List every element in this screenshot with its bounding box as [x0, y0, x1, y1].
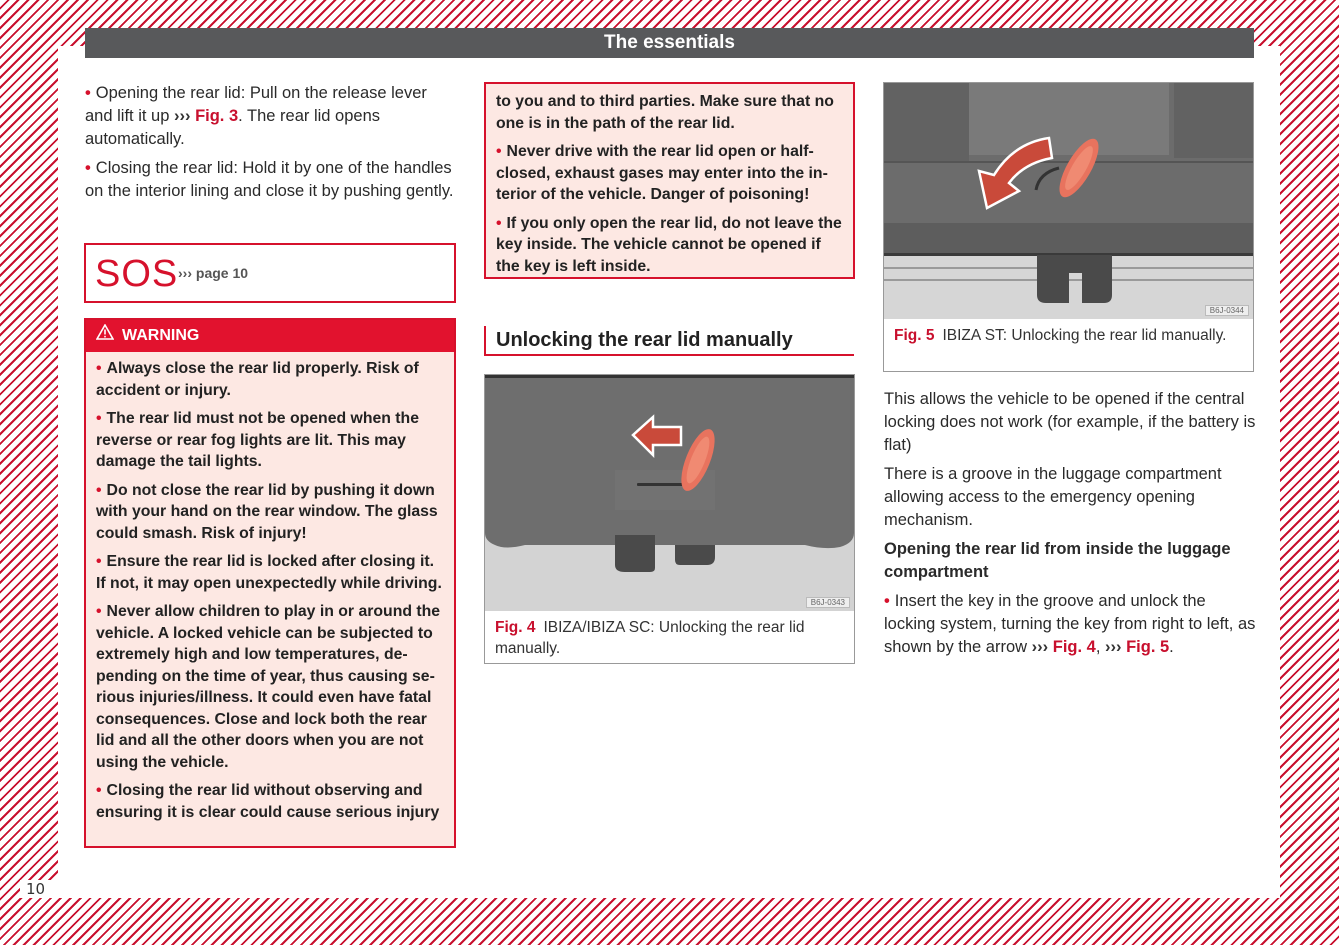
warning-item: • Closing the rear lid without observing and ensuring it is clear could cause serious injury [96, 782, 440, 821]
bullet-icon: • [496, 143, 502, 160]
warning-box [84, 318, 456, 848]
warning-header [86, 320, 454, 352]
warning-triangle-icon [96, 320, 114, 352]
figure-label: Fig. 5 [894, 327, 935, 344]
warning-item: • Never allow children to play in or around the vehicle. A locked vehicle can be subjected to extremely high and low temperatures, depending on the time of year, thus causing serious injuries/illness. It could even have fatal consequences. Close and lock both the rear lid and all the other doors when you are not using the vehicle. [96, 603, 441, 771]
warning-title: WARNING [122, 327, 200, 345]
subheading: Opening the rear lid from inside the luggage compartment [884, 540, 1231, 581]
bullet-icon: • [85, 159, 91, 177]
section-title: Unlocking the rear lid manually [484, 326, 854, 356]
warning-item: • Never drive with the rear lid open or half-closed, exhaust gases may enter into the interior of the vehicle. Danger of poisoning! [496, 143, 828, 203]
paragraph: This allows the vehicle to be opened if the central locking does not work (for example, if the battery is flat) [884, 390, 1256, 454]
figure-label: Fig. 4 [495, 619, 536, 636]
chevron-icon: ››› [173, 107, 191, 125]
right-column-text [884, 388, 1256, 665]
warning-item: • Do not close the rear lid by pushing it down with your hand on the rear window. The glass could smash. Risk of injury! [96, 481, 438, 542]
left-column [85, 82, 457, 209]
figure-code: B6J-0343 [806, 597, 850, 608]
list-item: • Opening the rear lid: Pull on the release lever and lift it up ››› Fig. 3. The rear lid opens automatically. [85, 84, 427, 148]
fig-3-link[interactable]: Fig. 3 [195, 107, 239, 125]
figure-caption: Fig. 5 IBIZA ST: Unlocking the rear lid manually. [894, 327, 1227, 344]
sos-label: SOS [95, 253, 179, 295]
figure-5-image [884, 83, 1253, 319]
instruction-item: • Insert the key in the groove and unlock the locking system, turning the key from right to left, as shown by the arrow ››› Fig. 4, ››› Fig. 5. [884, 592, 1256, 656]
bullet-icon: • [496, 214, 502, 232]
figure-5 [883, 82, 1254, 372]
list-item: • Closing the rear lid: Hold it by one of the handles on the interior lining and close it by pushing gently. [85, 159, 454, 200]
warning-continuation [484, 82, 855, 279]
paragraph: There is a groove in the luggage compartment allowing access to the emergency opening mechanism. [884, 465, 1222, 529]
figure-caption: Fig. 4 IBIZA/IBIZA SC: Unlocking the rear lid manually. [495, 619, 805, 657]
bullet-icon: • [96, 553, 102, 570]
sos-box [84, 243, 456, 303]
bullet-icon: • [96, 481, 102, 499]
page-header: The essentials [85, 28, 1254, 58]
figure-4-image [485, 375, 854, 611]
bullet-icon: • [96, 603, 102, 620]
figure-4 [484, 374, 855, 664]
chevron-icon: ››› [1031, 638, 1049, 656]
warning-item: • Always close the rear lid properly. Risk of accident or injury. [96, 360, 419, 399]
figure-code: B6J-0344 [1205, 305, 1249, 316]
bullet-icon: • [85, 84, 91, 102]
sos-page-link[interactable]: ››› page 10 [178, 265, 249, 281]
chevron-icon: ››› [178, 265, 192, 281]
bullet-icon: • [96, 410, 102, 427]
warning-body [86, 352, 454, 823]
bullet-icon: • [96, 782, 102, 799]
chevron-icon: ››› [1105, 638, 1122, 656]
bullet-icon: • [96, 360, 102, 377]
warning-continuation-lead: to you and to third parties. Make sure that no one is in the path of the rear lid. [496, 93, 834, 132]
rear-lid-illustration [485, 375, 854, 611]
page-number: 10 [20, 880, 58, 898]
warning-item: • The rear lid must not be opened when the reverse or rear fog lights are lit. This may damage the tail lights. [96, 410, 419, 470]
bullet-icon: • [884, 592, 890, 610]
fig-5-link[interactable]: Fig. 5 [1126, 638, 1170, 656]
warning-item: • Ensure the rear lid is locked after closing it. If not, it may open unexpectedly while driving. [96, 553, 442, 592]
rear-lid-st-illustration [884, 83, 1253, 319]
fig-4-link[interactable]: Fig. 4 [1052, 638, 1096, 656]
warning-item: • If you only open the rear lid, do not leave the key inside. The vehicle cannot be opened if the key is left inside. [496, 214, 842, 275]
